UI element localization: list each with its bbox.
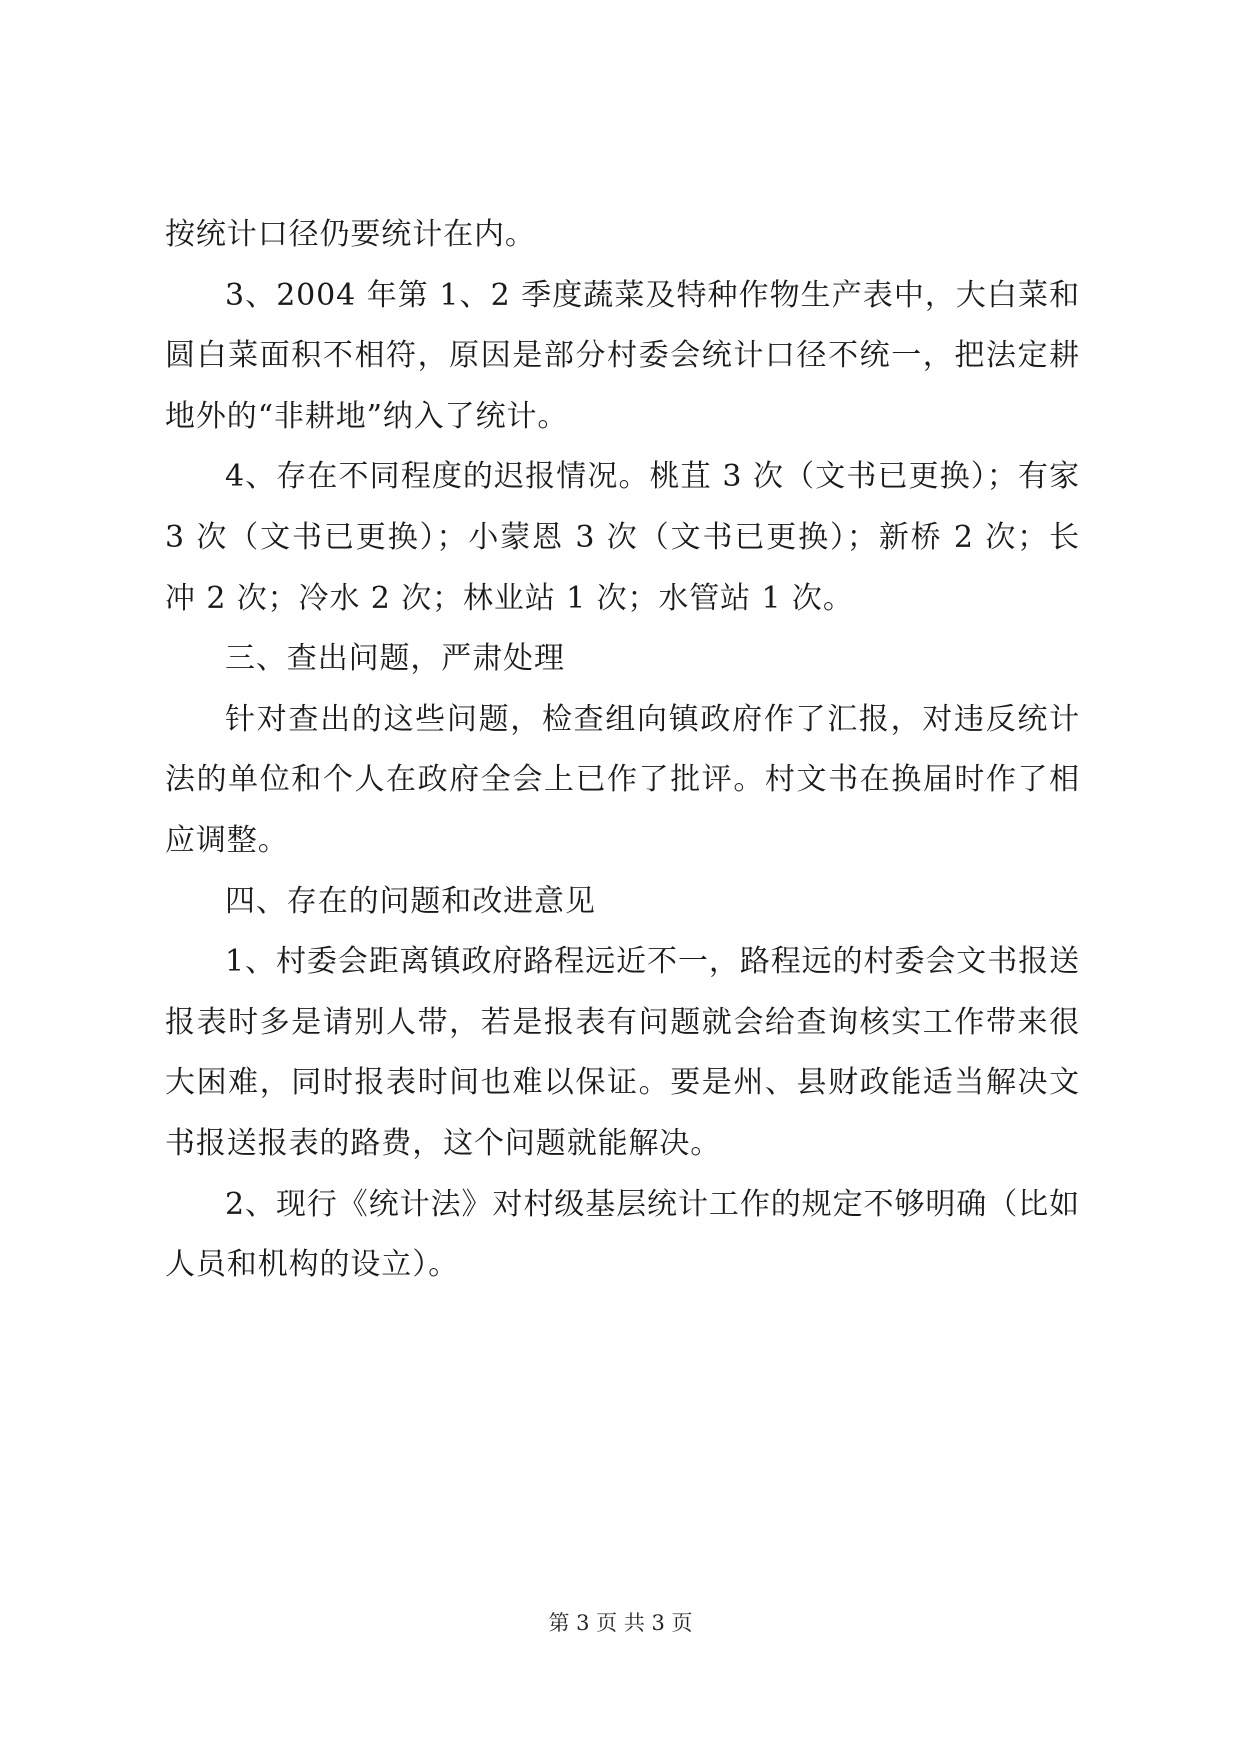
page-number-footer: 第 3 页 共 3 页: [548, 1611, 693, 1635]
section-heading-4: 四、存在的问题和改进意见: [225, 883, 596, 919]
document-body: [165, 205, 1080, 1296]
section-heading-3: 三、查出问题，严肃处理: [225, 641, 565, 677]
paragraph-section-3-body: 针对查出的这些问题，检查组向镇政府作了汇报，对违反统计法的单位和个人在政府全会上已作了批评。村文书在换届时作了相应调整。: [165, 701, 1080, 858]
paragraph-item-3: 3、2004 年第 1、2 季度蔬菜及特种作物生产表中，大白菜和圆白菜面积不相符，原因是部分村委会统计口径不统一，把法定耕地外的“非耕地”纳入了统计。: [165, 277, 1080, 434]
paragraph-continuation: 按统计口径仍要统计在内。: [165, 217, 536, 252]
paragraph-issue-2: 2、现行《统计法》对村级基层统计工作的规定不够明确（比如人员和机构的设立）。: [165, 1186, 1080, 1283]
paragraph-item-4: 4、存在不同程度的迟报情况。桃苴 3 次（文书已更换）；有家 3 次（文书已更换）；小蒙恩 3 次（文书已更换）；新桥 2 次；长冲 2 次；冷水 2 次；林业站 1 次；水管站 1 次。: [165, 459, 1080, 616]
paragraph-issue-1: 1、村委会距离镇政府路程远近不一，路程远的村委会文书报送报表时多是请别人带，若是报表有问题就会给查询核实工作带来很大困难，同时报表时间也难以保证。要是州、县财政能适当解决文书报送报表的路费，这个问题就能解决。: [165, 944, 1080, 1161]
